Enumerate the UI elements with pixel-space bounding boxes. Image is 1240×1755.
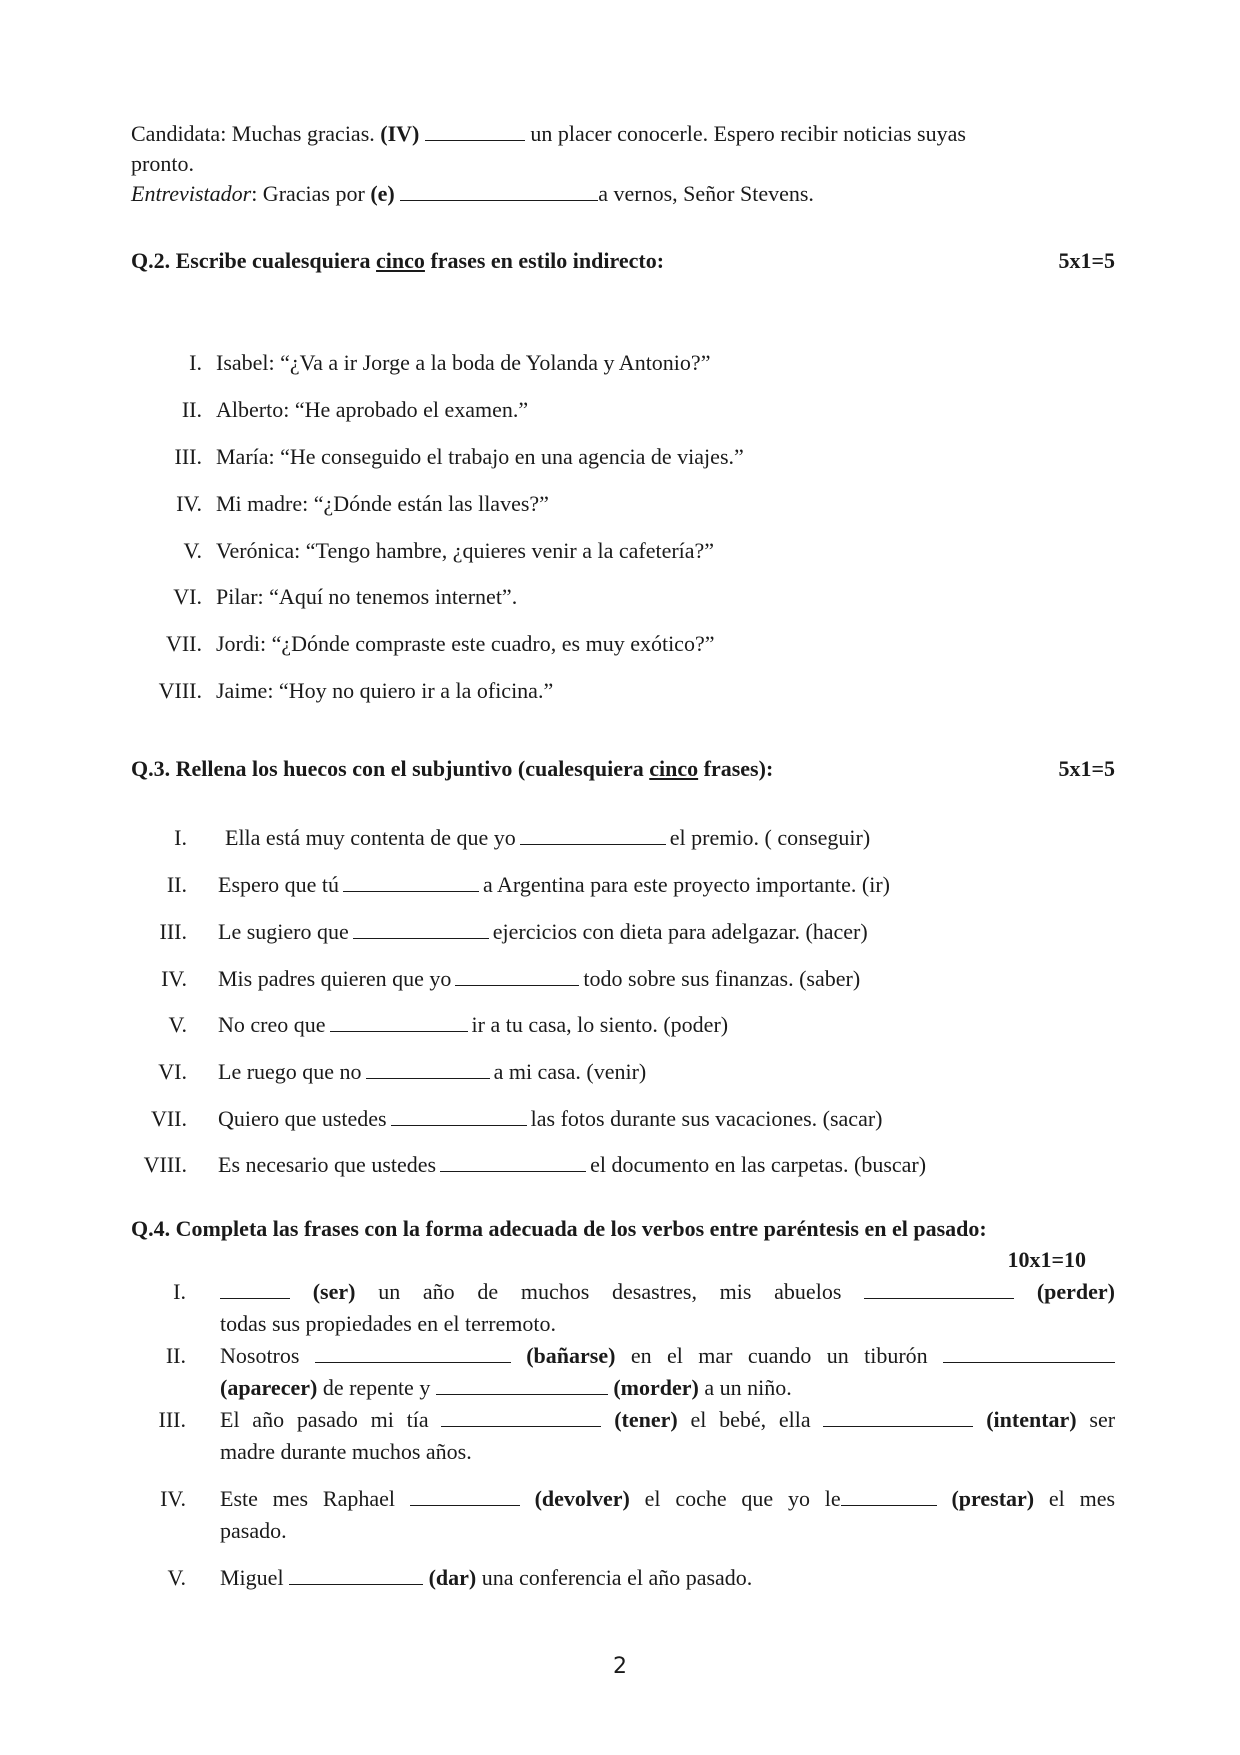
verb-hint: (intentar) [986, 1407, 1077, 1432]
verb-hint: (dar) [428, 1565, 477, 1590]
sentence-text: Es necesario que ustedes [218, 1152, 437, 1177]
sentence-text: Miguel [220, 1565, 284, 1590]
item-number: V. [168, 1012, 187, 1037]
sentence-text: madre durante muchos años. [220, 1439, 472, 1464]
item-number: III. [158, 1407, 186, 1432]
sentence-text: Ella está muy contenta de que yo [225, 825, 516, 850]
item-number: IV. [176, 491, 202, 516]
answer-blank[interactable] [455, 967, 579, 986]
item-number: V. [167, 1565, 186, 1590]
sentence-text: Pilar: “Aquí no tenemos internet”. [216, 584, 518, 609]
heading-text: Q.4. Completa las frases con la forma adecuada de los verbos entre paréntesis en el pasado: [131, 1216, 987, 1241]
sentence-text: el premio. ( conseguir) [669, 825, 871, 850]
sentence-text: el bebé, ella [690, 1407, 811, 1432]
verb-hint: (devolver) [534, 1486, 630, 1511]
dialogue-text: un placer conocerle. Espero recibir noticias suyas [530, 121, 966, 146]
q4-item-3-line-1 [220, 1407, 1115, 1433]
blank-marker: (e) [370, 181, 395, 206]
answer-blank[interactable] [864, 1280, 1014, 1299]
item-number: VIII. [143, 1152, 187, 1177]
verb-hint: (aparecer) [220, 1375, 318, 1400]
sentence-text: el mes [1048, 1486, 1116, 1511]
sentence-text: Jaime: “Hoy no quiero ir a la oficina.” [216, 678, 554, 703]
answer-blank[interactable] [315, 1344, 511, 1363]
blank-marker: (IV) [380, 121, 420, 146]
sentence-text: Jordi: “¿Dónde compraste este cuadro, es muy exótico?” [216, 631, 715, 656]
sentence-text: Quiero que ustedes [218, 1106, 387, 1131]
answer-blank[interactable] [823, 1408, 973, 1427]
sentence-text: todas sus propiedades en el terremoto. [220, 1311, 557, 1336]
heading-text: Q.3. Rellena los huecos con el subjuntivo (cualesquiera [131, 756, 644, 781]
item-number: III. [174, 444, 202, 469]
sentence-text: a mi casa. (venir) [493, 1059, 647, 1084]
verb-hint: (ser) [312, 1279, 356, 1304]
sentence [218, 1152, 926, 1178]
page-number: 2 [613, 1654, 627, 1679]
item-number: I. [173, 1279, 186, 1304]
sentence-text: Mis padres quieren que yo [218, 966, 452, 991]
dialogue-text: Candidata: Muchas gracias. [131, 121, 375, 146]
item-number: VII. [165, 631, 202, 656]
dialogue-text: : Gracias por [251, 181, 365, 206]
sentence-text: a un niño. [704, 1375, 792, 1400]
sentence-text: el coche que yo le [644, 1486, 841, 1511]
answer-blank[interactable] [943, 1344, 1115, 1363]
sentence-text: No creo que [218, 1012, 326, 1037]
q3-heading [131, 756, 1115, 782]
item-number: V. [183, 538, 202, 563]
answer-blank[interactable] [330, 1013, 468, 1032]
sentence-text: el documento en las carpetas. (buscar) [590, 1152, 927, 1177]
item-number: III. [159, 919, 187, 944]
sentence-text: Este mes Raphael [220, 1486, 395, 1511]
sentence-text: pasado. [220, 1518, 287, 1543]
q3-marks: 5x1=5 [1058, 756, 1115, 781]
sentence [225, 825, 870, 851]
sentence-text: una conferencia el año pasado. [481, 1565, 753, 1590]
item-number: II. [166, 872, 187, 897]
dialogue-text: pronto. [131, 151, 194, 176]
sentence-text: Le ruego que no [218, 1059, 362, 1084]
answer-blank[interactable] [441, 1408, 601, 1427]
item-number: VI. [173, 584, 202, 609]
verb-hint: (tener) [614, 1407, 678, 1432]
speaker-name: Entrevistador [131, 181, 252, 206]
q4-item-2-line-1 [220, 1343, 1115, 1369]
item-number: VII. [150, 1106, 187, 1131]
item-number: I. [174, 825, 187, 850]
sentence [218, 872, 890, 898]
answer-blank[interactable] [410, 1487, 520, 1506]
sentence-text: Alberto: “He aprobado el examen.” [216, 397, 529, 422]
dialogue-line-1 [131, 121, 966, 147]
sentence [218, 1012, 728, 1038]
q4-item-4-line-1 [220, 1486, 1115, 1512]
sentence-text: ejercicios con dieta para adelgazar. (hacer) [492, 919, 868, 944]
item-number: I. [189, 350, 202, 375]
answer-blank[interactable] [353, 920, 489, 939]
sentence-text: Nosotros [220, 1343, 300, 1368]
dialogue-text: a vernos, Señor Stevens. [598, 181, 814, 206]
q4-heading [131, 1216, 1115, 1242]
item-number: VIII. [158, 678, 202, 703]
answer-blank[interactable] [220, 1280, 290, 1299]
heading-underlined: cinco [649, 756, 699, 781]
item-number: IV. [160, 1486, 186, 1511]
sentence [218, 966, 860, 992]
sentence-text: Espero que tú [218, 872, 339, 897]
answer-blank[interactable] [520, 826, 666, 845]
heading-text: frases): [703, 756, 774, 781]
sentence [218, 1059, 646, 1085]
sentence-text: a Argentina para este proyecto importante. (ir) [482, 872, 891, 897]
verb-hint: (bañarse) [526, 1343, 616, 1368]
sentence-text: un año de muchos desastres, mis abuelos [378, 1279, 842, 1304]
verb-hint: (perder) [1036, 1279, 1115, 1304]
heading-underlined: cinco [376, 248, 425, 273]
q4-item-1-line-1 [220, 1279, 1115, 1305]
dialogue-line-3 [131, 181, 814, 207]
verb-hint: (prestar) [951, 1486, 1035, 1511]
sentence-text: Isabel: “¿Va a ir Jorge a la boda de Yolanda y Antonio?” [216, 350, 711, 375]
q4-marks: 10x1=10 [1007, 1247, 1086, 1272]
sentence-text: El año pasado mi tía [220, 1407, 429, 1432]
q4-marks-line [131, 1247, 1086, 1273]
answer-blank[interactable] [391, 1107, 527, 1126]
answer-blank[interactable] [289, 1566, 423, 1585]
answer-blank[interactable] [436, 1376, 608, 1395]
sentence-text: todo sobre sus finanzas. (saber) [583, 966, 861, 991]
item-number: II. [165, 1343, 186, 1368]
sentence [218, 919, 868, 945]
heading-text: Q.2. Escribe cualesquiera [131, 248, 371, 273]
sentence-text: Verónica: “Tengo hambre, ¿quieres venir a la cafetería?” [216, 538, 715, 563]
sentence-text: Le sugiero que [218, 919, 349, 944]
verb-hint: (morder) [613, 1375, 699, 1400]
sentence [218, 1106, 883, 1132]
answer-blank[interactable] [400, 182, 598, 201]
q2-marks: 5x1=5 [1058, 248, 1115, 273]
heading-text: frases en estilo indirecto: [430, 248, 665, 273]
sentence-text: en el mar cuando un tiburón [630, 1343, 928, 1368]
item-number: II. [181, 397, 202, 422]
item-number: VI. [158, 1059, 187, 1084]
sentence-text: ser [1089, 1407, 1116, 1432]
sentence-text: Mi madre: “¿Dónde están las llaves?” [216, 491, 549, 516]
answer-blank[interactable] [440, 1153, 586, 1172]
answer-blank[interactable] [425, 122, 525, 141]
q2-heading [131, 248, 1115, 274]
sentence-text: las fotos durante sus vacaciones. (sacar) [530, 1106, 883, 1131]
answer-blank[interactable] [343, 873, 479, 892]
sentence-text: de repente y [322, 1375, 431, 1400]
sentence-text: ir a tu casa, lo siento. (poder) [471, 1012, 729, 1037]
dialogue-line-2 [131, 151, 194, 177]
answer-blank[interactable] [366, 1060, 490, 1079]
sentence-text: María: “He conseguido el trabajo en una agencia de viajes.” [216, 444, 744, 469]
answer-blank[interactable] [841, 1487, 937, 1506]
item-number: IV. [161, 966, 187, 991]
